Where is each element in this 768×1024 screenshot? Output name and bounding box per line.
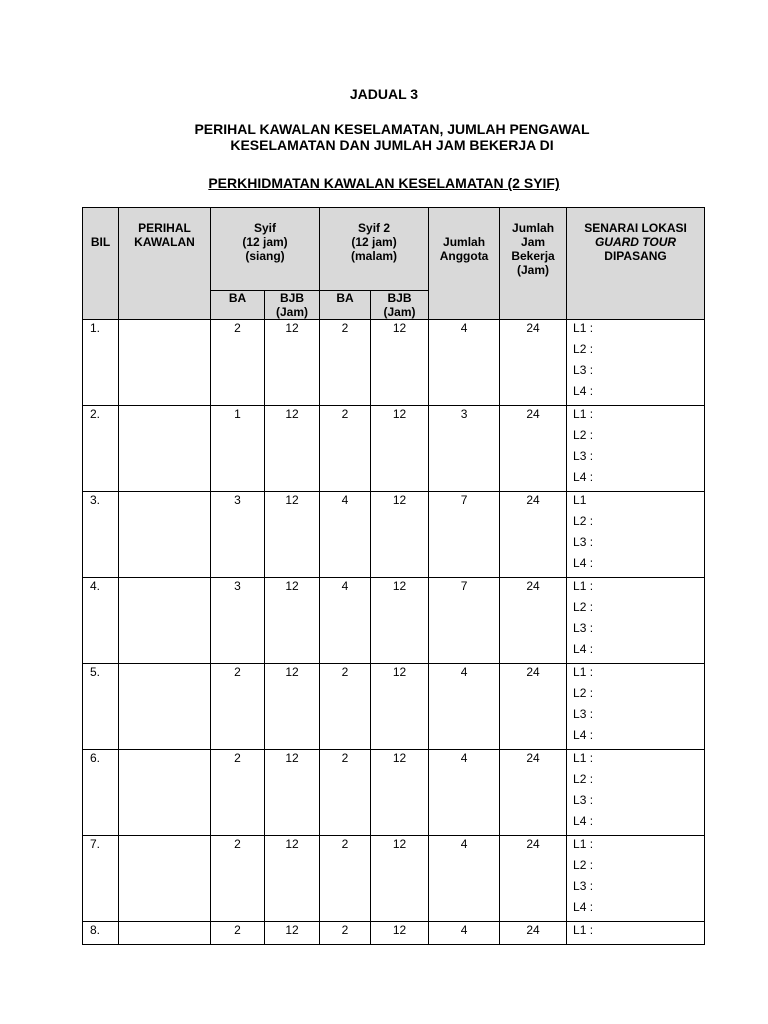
header-perihal-kawalan: PERIHAL KAWALAN — [119, 208, 211, 320]
header-bil: BIL — [83, 208, 119, 320]
cell-s2-ba: 4 — [320, 492, 371, 578]
lokasi-item: L3 : — [573, 707, 594, 721]
table-row — [83, 664, 705, 750]
cell-s2-ba: 2 — [320, 922, 371, 945]
lokasi-item: L1 : — [573, 923, 594, 937]
cell-s1-bjb: 12 — [265, 578, 320, 664]
cell-s2-ba: 2 — [320, 750, 371, 836]
table-row — [83, 406, 705, 492]
lokasi-item: L3 : — [573, 363, 594, 377]
lokasi-item: L2 : — [573, 428, 594, 442]
lokasi-item: L4 : — [573, 900, 594, 914]
cell-s1-bjb: 12 — [265, 750, 320, 836]
cell-s1-ba: 3 — [211, 492, 265, 578]
cell-anggota: 7 — [429, 492, 500, 578]
cell-s2-bjb: 12 — [371, 320, 429, 406]
cell-s1-bjb: 12 — [265, 836, 320, 922]
cell-s2-ba: 2 — [320, 406, 371, 492]
heading-line-1: PERIHAL KAWALAN KESELAMATAN, JUMLAH PENGAWAL — [194, 121, 590, 137]
lokasi-item: L2 : — [573, 514, 594, 528]
cell-s2-ba: 2 — [320, 320, 371, 406]
cell-s2-bjb: 12 — [371, 578, 429, 664]
cell-s1-ba: 2 — [211, 320, 265, 406]
lokasi-item: L3 : — [573, 793, 594, 807]
header-syif2-bjb: BJB (Jam) — [371, 291, 429, 320]
cell-s2-ba: 2 — [320, 664, 371, 750]
header-syif1-bjb: BJB (Jam) — [265, 291, 320, 320]
lokasi-item: L1 : — [573, 579, 594, 593]
lokasi-item: L4 : — [573, 814, 594, 828]
cell-perihal — [119, 578, 211, 664]
cell-bil: 3. — [83, 492, 119, 578]
cell-jam: 24 — [500, 492, 567, 578]
lokasi-item: L2 : — [573, 772, 594, 786]
cell-s1-ba: 3 — [211, 578, 265, 664]
lokasi-item: L2 : — [573, 342, 594, 356]
cell-s1-ba: 1 — [211, 406, 265, 492]
cell-anggota: 3 — [429, 406, 500, 492]
security-schedule-table — [82, 207, 705, 945]
cell-s1-bjb: 12 — [265, 492, 320, 578]
cell-jam: 24 — [500, 578, 567, 664]
header-jumlah-jam-bekerja: Jumlah Jam Bekerja (Jam) — [500, 208, 567, 320]
table-row — [83, 578, 705, 664]
lokasi-item: L1 : — [573, 407, 594, 421]
cell-lokasi — [567, 922, 705, 945]
lokasi-item: L3 : — [573, 879, 594, 893]
cell-bil: 6. — [83, 750, 119, 836]
table-row — [83, 320, 705, 406]
cell-s2-ba: 4 — [320, 578, 371, 664]
cell-lokasi — [567, 406, 705, 492]
cell-lokasi — [567, 578, 705, 664]
cell-lokasi — [567, 664, 705, 750]
cell-jam: 24 — [500, 922, 567, 945]
cell-s1-ba: 2 — [211, 922, 265, 945]
cell-lokasi — [567, 836, 705, 922]
cell-s2-bjb: 12 — [371, 664, 429, 750]
cell-lokasi — [567, 750, 705, 836]
cell-s2-ba: 2 — [320, 836, 371, 922]
document-subheading: PERKHIDMATAN KAWALAN KESELAMATAN (2 SYIF) — [208, 175, 560, 191]
cell-perihal — [119, 750, 211, 836]
cell-s1-ba: 2 — [211, 836, 265, 922]
table-row — [83, 922, 705, 945]
cell-anggota: 4 — [429, 750, 500, 836]
cell-anggota: 4 — [429, 836, 500, 922]
table-row — [83, 836, 705, 922]
cell-bil: 5. — [83, 664, 119, 750]
cell-jam: 24 — [500, 836, 567, 922]
page-title: JADUAL 3 — [349, 86, 419, 102]
cell-bil: 4. — [83, 578, 119, 664]
cell-anggota: 4 — [429, 922, 500, 945]
cell-perihal — [119, 664, 211, 750]
cell-jam: 24 — [500, 320, 567, 406]
header-syif-1: Syif (12 jam) (siang) — [211, 208, 320, 291]
cell-anggota: 4 — [429, 320, 500, 406]
cell-s2-bjb: 12 — [371, 492, 429, 578]
cell-jam: 24 — [500, 750, 567, 836]
heading-line-2: KESELAMATAN DAN JUMLAH JAM BEKERJA DI — [230, 137, 554, 153]
lokasi-item: L1 : — [573, 321, 594, 335]
cell-jam: 24 — [500, 406, 567, 492]
cell-anggota: 7 — [429, 578, 500, 664]
cell-bil: 1. — [83, 320, 119, 406]
lokasi-item: L4 : — [573, 470, 594, 484]
cell-perihal — [119, 492, 211, 578]
cell-bil: 8. — [83, 922, 119, 945]
lokasi-item: L3 : — [573, 621, 594, 635]
cell-s1-bjb: 12 — [265, 320, 320, 406]
lokasi-item: L1 : — [573, 837, 594, 851]
lokasi-item: L1 : — [573, 751, 594, 765]
cell-s1-bjb: 12 — [265, 664, 320, 750]
cell-s1-ba: 2 — [211, 664, 265, 750]
header-syif2-ba: BA — [320, 291, 371, 320]
cell-s1-bjb: 12 — [265, 406, 320, 492]
header-syif1-ba: BA — [211, 291, 265, 320]
lokasi-item: L2 : — [573, 600, 594, 614]
cell-s2-bjb: 12 — [371, 406, 429, 492]
cell-perihal — [119, 406, 211, 492]
header-jumlah-anggota: Jumlah Anggota — [429, 208, 500, 320]
table-row — [83, 492, 705, 578]
cell-lokasi — [567, 492, 705, 578]
lokasi-item: L3 : — [573, 535, 594, 549]
cell-perihal — [119, 836, 211, 922]
table-header-row — [83, 208, 705, 291]
cell-s2-bjb: 12 — [371, 750, 429, 836]
lokasi-item: L2 : — [573, 858, 594, 872]
cell-s1-bjb: 12 — [265, 922, 320, 945]
cell-s2-bjb: 12 — [371, 836, 429, 922]
header-syif-2: Syif 2 (12 jam) (malam) — [320, 208, 429, 291]
cell-bil: 7. — [83, 836, 119, 922]
lokasi-item: L2 : — [573, 686, 594, 700]
cell-anggota: 4 — [429, 664, 500, 750]
cell-jam: 24 — [500, 664, 567, 750]
cell-lokasi — [567, 320, 705, 406]
header-senarai-lokasi: SENARAI LOKASI GUARD TOUR DIPASANG — [567, 208, 705, 320]
cell-perihal — [119, 320, 211, 406]
cell-bil: 2. — [83, 406, 119, 492]
cell-s1-ba: 2 — [211, 750, 265, 836]
cell-perihal — [119, 922, 211, 945]
lokasi-item: L4 : — [573, 556, 594, 570]
lokasi-item: L1 — [573, 493, 587, 507]
table-body — [83, 320, 705, 945]
lokasi-item: L3 : — [573, 449, 594, 463]
lokasi-item: L4 : — [573, 384, 594, 398]
lokasi-item: L4 : — [573, 728, 594, 742]
table-row — [83, 750, 705, 836]
cell-s2-bjb: 12 — [371, 922, 429, 945]
lokasi-item: L1 : — [573, 665, 594, 679]
document-heading — [150, 121, 634, 153]
lokasi-item: L4 : — [573, 642, 594, 656]
